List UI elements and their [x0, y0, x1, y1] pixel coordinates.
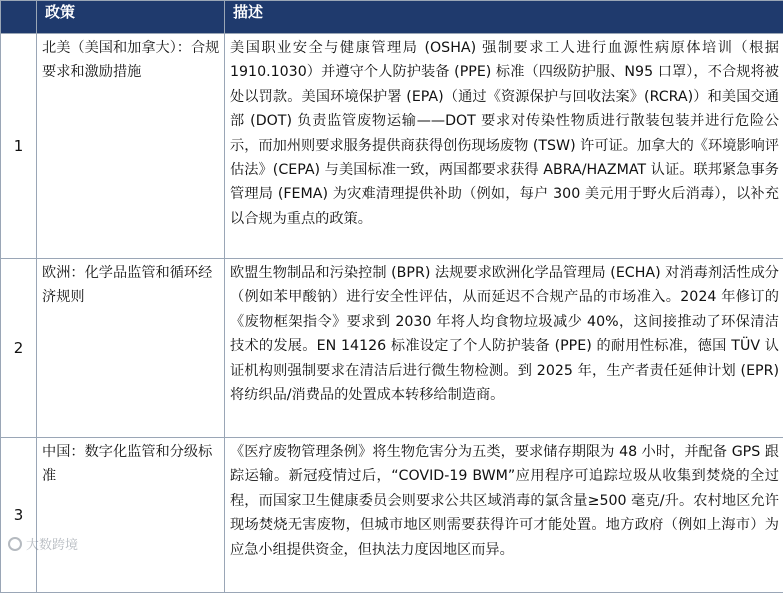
row-number: 1: [1, 34, 37, 259]
header-policy: 政策: [37, 1, 225, 34]
watermark-text: 大数跨境: [26, 534, 78, 553]
row-description: 《医疗废物管理条例》将生物危害分为五类，要求储存期限为 48 小时，并配备 GPS 跟踪运输。新冠疫情过后，“COVID-19 BWM”应用程序可追踪垃圾从收集到焚烧的全过程，而国家卫生健康委员会则要求公共区域消毒的氯含量≥500 毫克/升。农村地区允许现场焚烧无害废物，但城市地区则需要获得许可才能处置。地方政府（例如上海市）为应急小组提供资金，但执法力度因地区而异。: [225, 438, 783, 593]
row-policy: 北美（美国和加拿大）：合规要求和激励措施: [37, 34, 225, 259]
watermark-logo-icon: [8, 537, 22, 551]
table-row: [1, 34, 783, 259]
row-number: 2: [1, 259, 37, 438]
table-row: [1, 259, 783, 438]
row-number: 3: [1, 438, 37, 593]
table-header-row: [1, 1, 783, 34]
row-policy: 中国：数字化监管和分级标准: [37, 438, 225, 593]
watermark: [8, 534, 78, 553]
row-policy: 欧洲：化学品监管和循环经济规则: [37, 259, 225, 438]
header-description: 描述: [225, 1, 783, 34]
row-description: 美国职业安全与健康管理局 (OSHA) 强制要求工人进行血源性病原体培训（根据 1910.1030）并遵守个人防护装备 (PPE) 标准（四级防护服、N95 口罩），不合规将被处以罚款。美国环境保护署 (EPA)（通过《资源保护与回收法案》(RCRA)）和美国交通部 (DOT) 负责监管废物运输——DOT 要求对传染性物质进行散装包装并进行危险公示，而加州则要求服务提供商获得创伤现场废物 (TSW) 许可证。加拿大的《环境影响评估法》(CEPA) 与美国标准一致，两国都要求获得 ABRA/HAZMAT 认证。联邦紧急事务管理局 (FEMA) 为灾难清理提供补助（例如，每户 300 美元用于野火后消毒），以补充以合规为重点的政策。: [225, 34, 783, 259]
header-index: [1, 1, 37, 34]
row-description: 欧盟生物制品和污染控制 (BPR) 法规要求欧洲化学品管理局 (ECHA) 对消毒剂活性成分（例如苯甲酸钠）进行安全性评估，从而延迟不合规产品的市场准入。2024 年修订的《废物框架指令》要求到 2030 年将人均食物垃圾减少 40%，这间接推动了环保清洁技术的发展。EN 14126 标准设定了个人防护装备 (PPE) 的耐用性标准，德国 TÜV 认证机构则强制要求在清洁后进行微生物检测。到 2025 年，生产者责任延伸计划 (EPR) 将纺织品/消费品的处置成本转移给制造商。: [225, 259, 783, 438]
table-row: [1, 438, 783, 593]
